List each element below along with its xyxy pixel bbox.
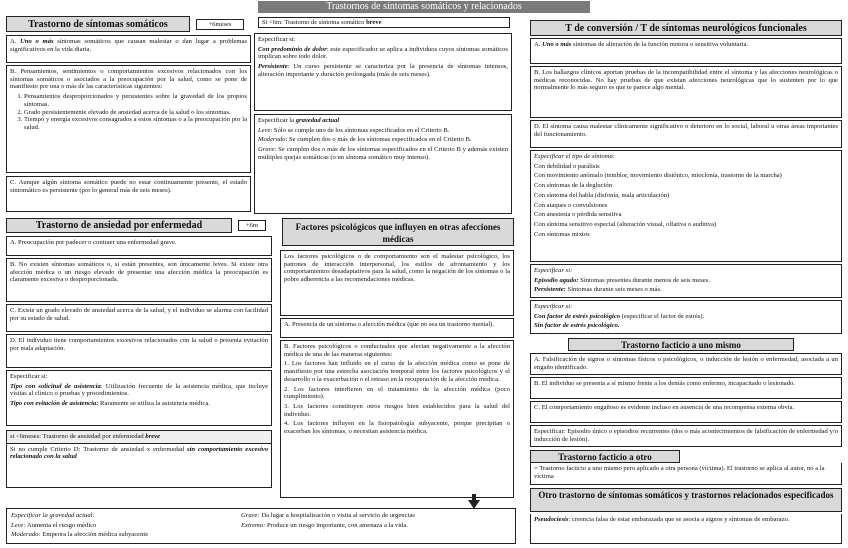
conversion-persistente-label: Persistente: xyxy=(534,286,566,294)
ansiedad-no-d-bold: sin comportamiento excesivo relacionado con la salud xyxy=(10,445,269,461)
factores-grav-leve-label: Leve: xyxy=(11,521,26,529)
conversion-symptom-types xyxy=(530,150,842,262)
ansiedad-spec-title: Especificar si: xyxy=(10,373,48,380)
factores-grav-grave-text: Da lugar a hospitalización o visita al servicio de urgencias xyxy=(259,512,415,519)
somaticos-criterion-c: C. Aunque algún síntoma somático puede no estar continuamente presente, el estado sintomático es persistente (por lo general más de seis meses). xyxy=(6,176,251,212)
conversion-tipo-item: Con síntomas mixtos xyxy=(534,230,590,238)
facticio-header: Trastorno facticio a uno mismo xyxy=(568,338,794,351)
facticio-criterion-b: B. El individuo se presenta a sí mismo frente a los demás como enfermo, incapacitado o lesionado. xyxy=(530,377,842,399)
somaticos-b-item: 2. Grado persistentemente elevado de ansiedad acerca de la salud o los síntomas. xyxy=(24,109,247,117)
otro-header: Otro trastorno de síntomas somáticos y trastornos relacionados especificados xyxy=(530,488,842,512)
conversion-estres-label: Con factor de estrés psicológico xyxy=(534,312,621,320)
factores-criterion-b xyxy=(280,340,514,498)
somaticos-spec-persistente-text: : Un curso persistente se caracteriza por la presencia de síntomas intensos, alteración importante y duración prolongada (más de seis meses). xyxy=(258,63,508,78)
factores-b-item: 2. Los factores interfieren en el tratamiento de la afección médica (poco cumplimiento). xyxy=(284,385,510,401)
factores-grav-grave-label: Grave: xyxy=(241,512,260,519)
conversion-spec-title: Especificar si: xyxy=(534,267,573,274)
somaticos-grav-grave-label: Grave xyxy=(258,146,275,154)
factores-grav-moderado-label: Moderado: xyxy=(11,531,41,539)
conversion-tipo-item: Con ataques o convulsiones xyxy=(534,201,608,209)
facticio-otro-header: Trastorno facticio a otro xyxy=(530,450,680,463)
ansiedad-brief-text: si <6meses: Trastorno de ansiedad por enfermedad xyxy=(10,433,146,440)
facticio-otro-text: = Trastorno facticio a uno mismo pero aplicado a otra persona (víctima). El trastorno se aplica al autor, no a la víctima xyxy=(530,463,842,485)
conversion-criterion-d: D. El síntoma causa malestar clínicamente significativo o deterioro en lo social, laboral u otras áreas importantes del funcionamiento. xyxy=(530,120,842,148)
conversion-tipo-item: Con síntomas de la deglución xyxy=(534,182,613,190)
somaticos-grav-title: Especificar la xyxy=(258,117,296,124)
somaticos-criterion-b xyxy=(6,65,251,173)
conversion-persistente-text: Síntomas durante seis meses o más. xyxy=(565,286,662,294)
ansiedad-spec2-text: Raramente se utiliza la asistencia médica. xyxy=(98,400,210,408)
ansiedad-duration-tag: +6m xyxy=(238,220,266,231)
somaticos-severity xyxy=(254,114,512,214)
factores-b-item: 4. Los factores influyen en la fisiopatología subyacente, porque precipitan o exacerban los síntomas, o necesitan asistencia médica. xyxy=(284,420,510,436)
somaticos-header: Trastorno de síntomas somáticos xyxy=(6,16,190,32)
conversion-a-text: síntomas de alteración de la función motora o sensitiva voluntaria. xyxy=(571,41,749,48)
somaticos-spec-dolor-label: Con predominio de dolor xyxy=(258,45,327,53)
somaticos-a-text: síntomas somáticos que causan malestar o dan lugar a problemas significativos en la vida diaria. xyxy=(10,38,248,53)
conversion-agudo-text: Síntomas presentes durante menos de seis meses. xyxy=(578,276,710,284)
otro-pseudociesis xyxy=(530,514,842,544)
facticio-criterion-a: A. Falsificación de signos o síntomas físicos o psicológicos, o inducción de lesión o enfermedad, asociada a un engaño identificado. xyxy=(530,353,842,375)
somaticos-specifiers xyxy=(254,33,512,111)
somaticos-grav-leve-label: Leve xyxy=(258,126,271,134)
factores-grav-title: Especificar la gravedad actual: xyxy=(11,512,95,519)
facticio-criterion-c: C. El comportamiento engañoso es evidente incluso en ausencia de una recompensa externa obvia. xyxy=(530,401,842,423)
somaticos-duration-tag: +6meses xyxy=(196,19,244,30)
somaticos-b-item: 3. Tiempo y energía excesivos consagrados a estos síntomas o a la preocupación por la salud. xyxy=(24,116,247,131)
ansiedad-spec2-label: Tipo con evitación de asistencia: xyxy=(10,400,99,408)
conversion-tipo-title: Especificar el tipo de síntoma: xyxy=(534,153,615,160)
conversion-stress-specifier xyxy=(530,300,842,334)
factores-criterion-a: A. Presencia de un síntoma o afección médica (que no sea un trastorno mental). xyxy=(280,318,514,338)
somaticos-a-bold: Uno o más xyxy=(20,38,54,45)
ansiedad-criterion-d: D. El individuo tiene comportamientos excesivos relacionados con la salud o presenta evitación por mala adaptación. xyxy=(6,334,272,368)
conversion-a-bold: Uno o más xyxy=(542,41,572,48)
ansiedad-criterion-b: B. No existen síntomas somáticos o, si están presentes, son únicamente leves. Si existe otra afección médica o un riesgo elevado de presentar una afección médica la preocupación es claramente excesiva o desproporcionada. xyxy=(6,258,272,302)
ansiedad-no-d-text: Si no cumple Criterio D: Trastorno de ansiedad x enfermedad xyxy=(10,445,188,453)
ansiedad-header: Trastorno de ansiedad por enfermedad xyxy=(6,218,232,233)
somaticos-spec-title: Especificar si: xyxy=(258,36,296,43)
conversion-tipo-item: Con síntoma sensitivo especial (alteración visual, olfativa o auditiva) xyxy=(534,220,717,228)
somaticos-grav-grave-text: : Se cumplen dos o más de los síntomas especificados en el Criterio B y además existen múltiples quejas somáticas (o un síntoma somático muy intenso). xyxy=(258,146,508,161)
somaticos-criterion-a xyxy=(6,35,251,63)
somaticos-spec-dolor-text: : este especificador se aplica a individuos cuyos síntomas somáticos implican sobre todo dolor. xyxy=(258,45,508,61)
somaticos-brief-text: Si <6m: Trastorno de síntoma somático xyxy=(262,19,367,26)
conversion-criterion-a: A. Uno o más síntomas de alteración de la función motora o sensitiva voluntaria. xyxy=(530,38,842,64)
conversion-course-specifier xyxy=(530,264,842,298)
conversion-tipo-item: Con anestesia o pérdida sensitiva xyxy=(534,211,622,219)
page-title: Trastornos de síntomas somáticos y relacionados xyxy=(258,1,590,13)
somaticos-b-list xyxy=(24,93,247,132)
somaticos-b-item: 1. Pensamientos desproporcionados y persistentes sobre la gravedad de los propios síntomas. xyxy=(24,93,247,108)
conversion-agudo-label: Episodio agudo: xyxy=(534,276,579,284)
factores-intro: Los factores psicológicos o de comportamiento son el malestar psicológico, los patrones de interacción interpersonal, los estilos de afrontamiento y los comportamientos desadaptativos para la salud, como la negación de los síntomas o la pobre adherencia a las recomendaciones médicas. xyxy=(280,250,514,316)
somaticos-grav-moderado-text: : Se cumplen dos o más de los síntomas especificados en el Criterio B. xyxy=(285,136,472,144)
ansiedad-spec1-label: Tipo con solicitud de asistencia xyxy=(10,382,101,390)
ansiedad-spec1-text: : Utilización frecuente de la asistencia médica, que incluye visitas al clínico o pruebas y procedimientos. xyxy=(10,382,268,398)
conversion-sin-estres-label: Sin factor de estrés psicológico. xyxy=(534,322,620,330)
somaticos-brief-label xyxy=(258,17,510,28)
conversion-estres-text: (especificar el factor de estrés). xyxy=(620,312,705,320)
factores-grav-moderado-text: Empeora la afección médica subyacente xyxy=(40,531,149,539)
somaticos-a-prefix: A. xyxy=(10,38,21,45)
otro-pseudociesis-label: Pseudociesis xyxy=(534,516,569,523)
ansiedad-brief-bold: breve xyxy=(145,433,161,440)
conversion-header: T de conversión / T de síntomas neurológicos funcionales xyxy=(530,20,842,36)
somaticos-grav-moderado-label: Moderado xyxy=(258,136,286,144)
conversion-tipo-item: Con movimiento anómalo (temblor, movimiento distónico, mioclonía, trastorno de la marcha) xyxy=(534,172,782,180)
conversion-criterion-b: B. Los hallazgos clínicos aportan pruebas de la incompatibilidad entre el síntoma y las afecciones neurológicas o médicas reconocidas. No hay pruebas de que existan afecciones neurológicas que lo sustenten por lo que normalmente lo más seguro es que te parece algo mental. xyxy=(530,66,842,118)
factores-severity xyxy=(6,508,516,544)
ansiedad-criterion-a: A. Preocupación por padecer o contraer una enfermedad grave. xyxy=(6,236,272,256)
somaticos-spec-persistente-label: Persistente xyxy=(258,63,288,71)
somaticos-brief-bold: breve xyxy=(366,19,382,26)
somaticos-grav-title-bold: gravedad actual xyxy=(295,117,340,124)
ansiedad-specifiers xyxy=(6,370,272,426)
factores-grav-extremo-label: Extremo: xyxy=(241,521,266,529)
factores-b-item: 3. Los factores constituyen otros riesgos bien establecidos para la salud del individuo. xyxy=(284,402,510,418)
factores-grav-leve-text: Aumenta el riesgo médico xyxy=(25,521,97,529)
down-arrow-icon xyxy=(468,500,480,509)
factores-header: Factores psicológicos que influyen en otras afecciones médicas xyxy=(282,218,514,246)
ansiedad-criterion-c: C. Existe un grado elevado de ansiedad acerca de la salud, y el individuo se alarma con facilidad por su estado de salud. xyxy=(6,304,272,332)
factores-b-intro: B. Factores psicológicos o conductuales que afectan negativamente a la afección médica de una de las maneras siguientes: xyxy=(284,343,510,358)
factores-grav-extremo-text: Produce un riesgo importante, con amenaza a la vida. xyxy=(265,521,408,529)
otro-pseudociesis-text: : creencia falsa de estar embarazada que se asocia a signos y síntomas de embarazo. xyxy=(568,516,790,523)
conversion-tipo-item: Con síntoma del habla (disfonía, mala articulación) xyxy=(534,191,670,199)
somaticos-b-intro: B. Pensamientos, sentimientos o comportamientos excesivos relacionados con los síntomas somáticos o asociados a la preocupación por la salud, como se pone de manifiesto por una o más de las características siguientes: xyxy=(10,68,247,91)
somaticos-grav-leve-text: : Sólo se cumple uno de los síntomas especificados en el Criterio B. xyxy=(270,126,450,134)
factores-b-item: 1. Los factores han influido en el curso de la afección médica como se pone de manifiesto por una estrecha asociación temporal entre los factores psicológicos y el desarrollo o la exacerbación o el retraso en la recuperación de la afección médica. xyxy=(284,360,510,383)
conversion-spec2-title: Especificar si: xyxy=(534,303,573,310)
facticio-specifier: Especificar: Episodio único o episodios recurrentes (dos o más acontecimientos de falsificación de enfermedad y/o inducción de lesión). xyxy=(530,425,842,447)
ansiedad-brief xyxy=(6,430,272,488)
conversion-tipo-item: Con debilidad o parálisis xyxy=(534,162,600,170)
